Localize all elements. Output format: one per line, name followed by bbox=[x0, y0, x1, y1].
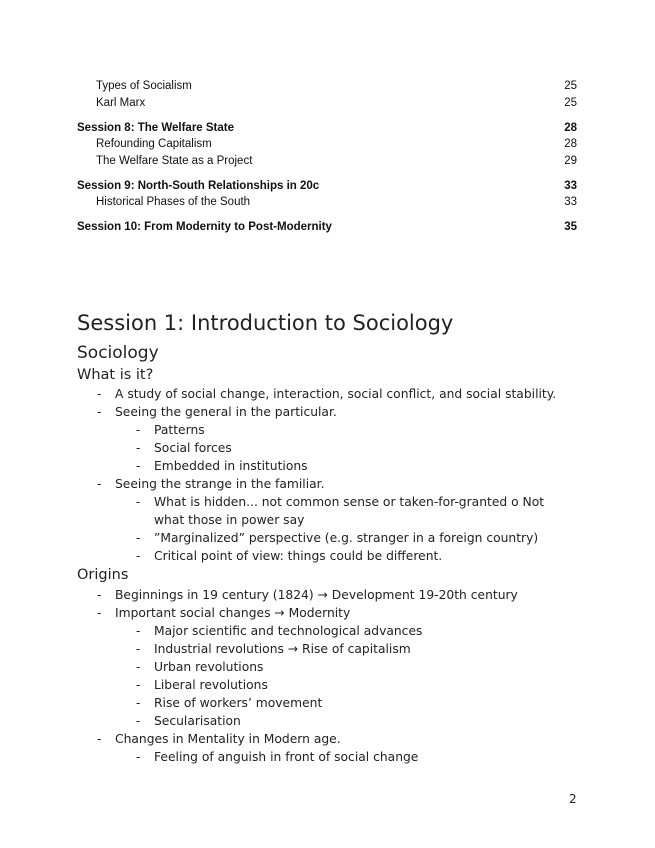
toc-entry-title: Types of Socialism bbox=[96, 80, 192, 92]
toc-entry[interactable] bbox=[77, 120, 577, 136]
list-item-text: Seeing the strange in the familiar. bbox=[115, 477, 325, 491]
toc-entry[interactable] bbox=[77, 153, 577, 169]
session-title: Session 1: Introduction to Sociology bbox=[77, 311, 454, 335]
toc-entry-page: 28 bbox=[564, 122, 577, 134]
toc-entry[interactable] bbox=[77, 78, 577, 94]
list-item-text: ”Marginalized” perspective (e.g. stranger in a foreign country) bbox=[154, 531, 539, 545]
dash-bullet: - bbox=[136, 642, 141, 656]
toc-entry-title: Historical Phases of the South bbox=[96, 196, 251, 208]
dash-bullet: - bbox=[136, 660, 141, 674]
origins-heading: Origins bbox=[77, 567, 129, 583]
toc-entry-page: 25 bbox=[564, 97, 577, 109]
list-item-text: Changes in Mentality in Modern age. bbox=[115, 732, 341, 746]
toc-entry-title: Session 8: The Welfare State bbox=[77, 122, 235, 134]
section-title: Sociology bbox=[77, 343, 159, 363]
toc-entry-page: 28 bbox=[564, 138, 577, 150]
dash-bullet: - bbox=[136, 714, 141, 728]
toc-entry[interactable] bbox=[77, 95, 577, 111]
dash-bullet: - bbox=[136, 549, 141, 563]
list-item-text: A study of social change, interaction, social conflict, and social stability. bbox=[115, 387, 557, 401]
toc-entry-title: The Welfare State as a Project bbox=[96, 155, 253, 167]
toc-entry[interactable] bbox=[77, 178, 577, 194]
list-item-text: Major scientific and technological advances bbox=[154, 624, 423, 638]
dash-bullet: - bbox=[97, 732, 102, 746]
toc-entry-page: 29 bbox=[564, 155, 577, 167]
dash-bullet: - bbox=[136, 531, 141, 545]
list-item-text: Important social changes → Modernity bbox=[115, 606, 351, 620]
dash-bullet: - bbox=[136, 696, 141, 710]
list-item-text: Liberal revolutions bbox=[154, 678, 268, 692]
dash-bullet: - bbox=[136, 495, 141, 509]
dash-bullet: - bbox=[136, 750, 141, 764]
list-item-text: Beginnings in 19 century (1824) → Development 19-20th century bbox=[115, 588, 518, 602]
dash-bullet: - bbox=[97, 588, 102, 602]
list-item-text: Embedded in institutions bbox=[154, 459, 308, 473]
toc-entry-page: 35 bbox=[564, 221, 577, 233]
list-item-text: What is hidden... not common sense or taken-for-granted o Not bbox=[154, 495, 545, 509]
list-item-text: what those in power say bbox=[154, 513, 305, 527]
dash-bullet: - bbox=[97, 405, 102, 419]
toc-entry-title: Refounding Capitalism bbox=[96, 138, 212, 150]
dash-bullet: - bbox=[97, 387, 102, 401]
list-item-text: Social forces bbox=[154, 441, 232, 455]
list-item-text: Secularisation bbox=[154, 714, 241, 728]
toc-entry-title: Session 9: North-South Relationships in 20c bbox=[77, 180, 320, 192]
page-number: 2 bbox=[569, 792, 577, 806]
list-item-text: Critical point of view: things could be different. bbox=[154, 549, 443, 563]
dash-bullet: - bbox=[136, 423, 141, 437]
toc-entry-title: Karl Marx bbox=[96, 97, 146, 109]
dash-bullet: - bbox=[136, 441, 141, 455]
list-item-text: Rise of workers’ movement bbox=[154, 696, 323, 710]
dash-bullet: - bbox=[97, 477, 102, 491]
list-item-text: Industrial revolutions → Rise of capitalism bbox=[154, 642, 411, 656]
toc-entry-page: 33 bbox=[564, 180, 577, 192]
list-item-text: Seeing the general in the particular. bbox=[115, 405, 337, 419]
toc-entry[interactable] bbox=[77, 136, 577, 152]
dash-bullet: - bbox=[97, 606, 102, 620]
list-item-text: Patterns bbox=[154, 423, 205, 437]
toc-entry-page: 33 bbox=[564, 196, 577, 208]
toc-entry[interactable] bbox=[77, 219, 577, 235]
dash-bullet: - bbox=[136, 459, 141, 473]
toc-entry-page: 25 bbox=[564, 80, 577, 92]
list-item-text: Urban revolutions bbox=[154, 660, 264, 674]
dash-bullet: - bbox=[136, 678, 141, 692]
toc-entry[interactable] bbox=[77, 194, 577, 210]
toc-entry-title: Session 10: From Modernity to Post-Modernity bbox=[77, 221, 332, 233]
what-heading: What is it? bbox=[77, 367, 154, 383]
list-item-text: Feeling of anguish in front of social change bbox=[154, 750, 419, 764]
dash-bullet: - bbox=[136, 624, 141, 638]
